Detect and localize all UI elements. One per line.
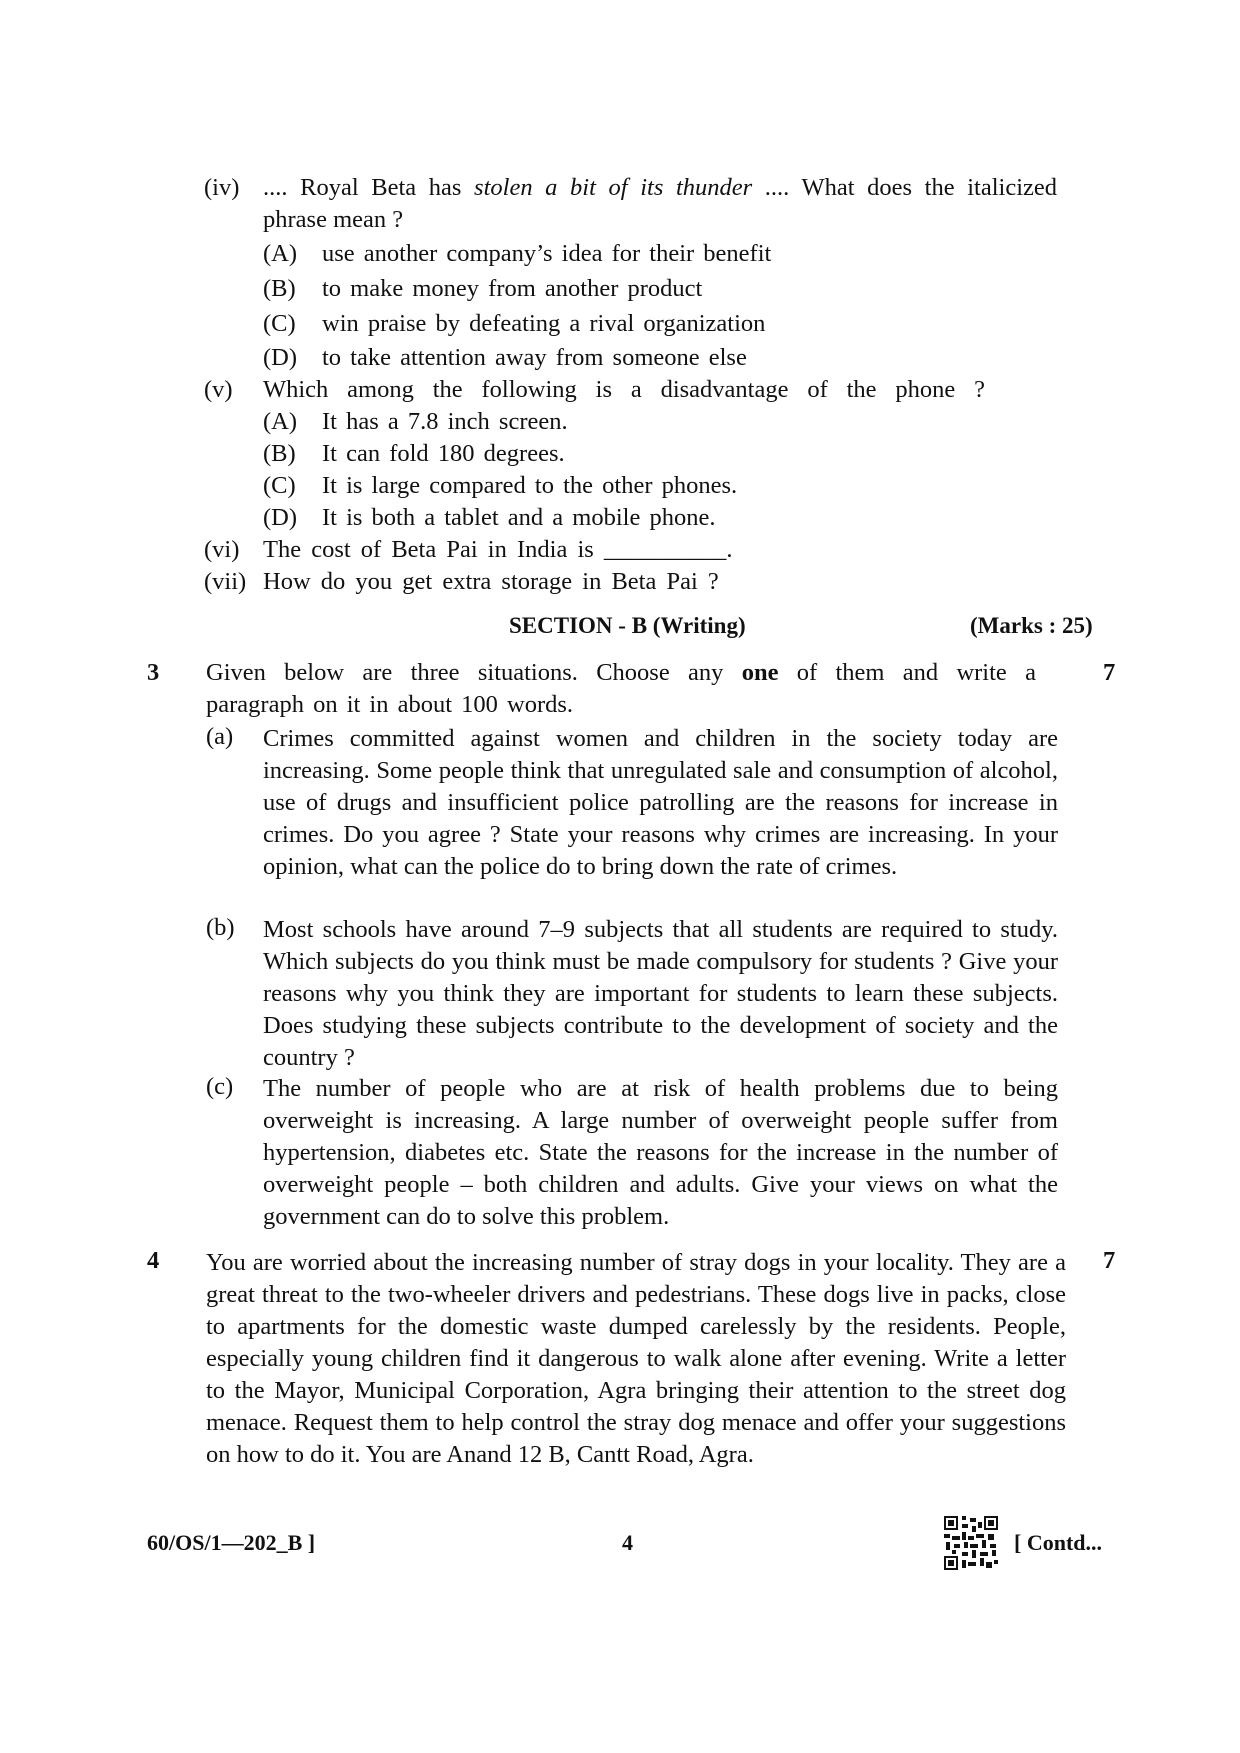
footer-code: 60/OS/1—202_B ] xyxy=(147,1530,316,1555)
q2-v-number: (v) xyxy=(204,376,233,403)
option-label: (D) xyxy=(263,504,298,531)
q2-iv-text-line2: phrase mean ? xyxy=(263,206,404,233)
question-intro-line2: paragraph on it in about 100 words. xyxy=(206,691,574,718)
question-intro: Given below are three situations. Choose any one of them and write a xyxy=(206,659,1036,686)
option-text: Most schools have around 7–9 subjects that all students are required to study. Which subjects do you think must be made compulsory for students ? Give your reasons why you think they are important for students to learn these subjects. Does studying these subjects contribute to the development of society and the country ? xyxy=(263,916,1058,1071)
q2-v-text: Which among the following is a disadvantage of the phone ? xyxy=(263,376,985,403)
option-label: (B) xyxy=(263,275,296,302)
question-text: You are worried about the increasing number of stray dogs in your locality. They are a great threat to the two-wheeler drivers and pedestrians. These dogs live in packs, close to apartments for the domestic waste dumped carelessly by the residents. People, especially young children find it dangerous to walk alone after evening. Write a letter to the Mayor, Municipal Corporation, Agra bringing their attention to the street dog menace. Request them to help control the stray dog menace and offer your suggestions on how to do it. You are Anand 12 B, Cantt Road, Agra. xyxy=(206,1249,1066,1468)
option-text: to take attention away from someone else xyxy=(322,344,747,371)
contd-label: [ Contd... xyxy=(1014,1530,1103,1555)
option-label: (a) xyxy=(206,723,234,750)
q2-vi-number: (vi) xyxy=(204,536,240,563)
qr-code-icon xyxy=(944,1516,998,1570)
italic-phrase: stolen a bit of its thunder xyxy=(474,174,753,201)
question-number: 3 xyxy=(147,659,160,686)
option-label: (A) xyxy=(263,408,298,435)
option-label: (C) xyxy=(263,472,296,499)
section-marks: (Marks : 25) xyxy=(970,613,1093,638)
option-label: (D) xyxy=(263,344,298,371)
question-marks: 7 xyxy=(1103,659,1116,686)
section-title: SECTION - B (Writing) xyxy=(509,613,746,638)
option-text: It can fold 180 degrees. xyxy=(322,440,565,467)
option-text: use another company’s idea for their benefit xyxy=(322,240,772,267)
q2-vii-text: How do you get extra storage in Beta Pai ? xyxy=(263,568,719,595)
page-number: 4 xyxy=(622,1530,633,1555)
option-text: The number of people who are at risk of health problems due to being overweight is increasing. A large number of overweight people suffer from hypertension, diabetes etc. State the reasons for the increase in the number of overweight people – both children and adults. Give your views on what the government can do to solve this problem. xyxy=(263,1075,1058,1230)
option-label: (c) xyxy=(206,1073,234,1100)
question-marks: 7 xyxy=(1103,1247,1116,1274)
option-text: to make money from another product xyxy=(322,275,703,302)
option-text: Crimes committed against women and children in the society today are increasing. Some people think that unregulated sale and consumption of alcohol, use of drugs and insufficient police patrolling are the reasons for increase in crimes. Do you agree ? State your reasons why crimes are increasing. In your opinion, what can the police do to bring down the rate of crimes. xyxy=(263,725,1058,880)
option-label: (B) xyxy=(263,440,296,467)
question-number: 4 xyxy=(147,1247,160,1274)
q2-iv-number: (iv) xyxy=(204,174,240,201)
q2-vi-text: The cost of Beta Pai in India is __________. xyxy=(263,536,733,563)
option-label: (b) xyxy=(206,914,235,941)
option-label: (C) xyxy=(263,310,296,337)
q2-iv-text: .... Royal Beta has stolen a bit of its thunder .... What does the italicized xyxy=(263,174,1058,201)
option-text: It is both a tablet and a mobile phone. xyxy=(322,504,716,531)
q2-vii-number: (vii) xyxy=(204,568,247,595)
option-text: It is large compared to the other phones. xyxy=(322,472,738,499)
option-text: It has a 7.8 inch screen. xyxy=(322,408,568,435)
option-label: (A) xyxy=(263,240,298,267)
option-text: win praise by defeating a rival organization xyxy=(322,310,766,337)
